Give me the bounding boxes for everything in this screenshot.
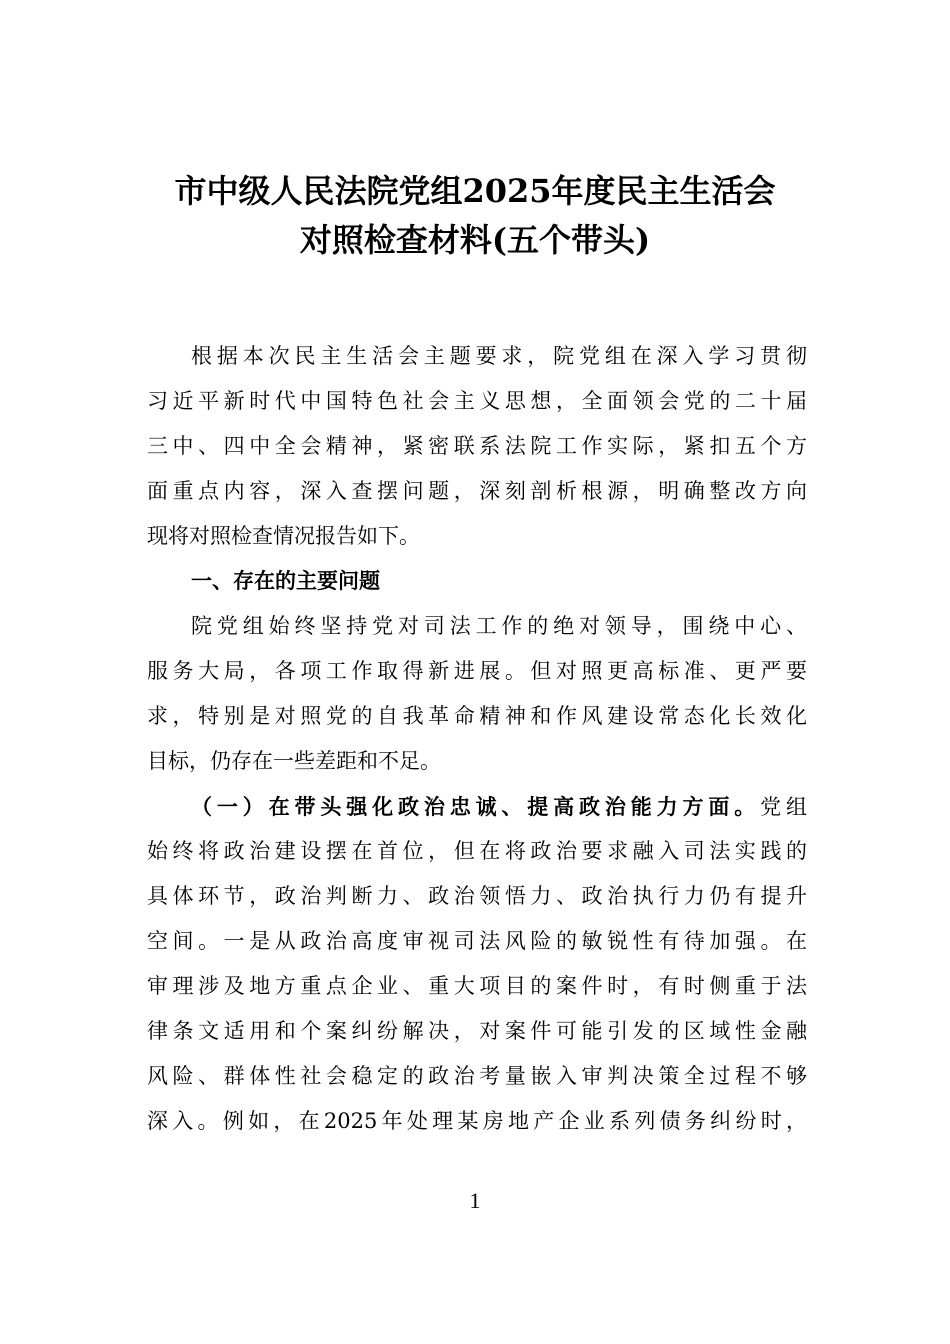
paragraph-text: 党组 [760,795,808,819]
paragraph-line: 求，特别是对照党的自我革命精神和作风建设常态化长效化 [147,704,807,728]
paragraph-line: 具体环节，政治判断力、政治领悟力、政治执行力仍有提升 [147,884,807,908]
paragraph-line: 面重点内容，深入查摆问题，深刻剖析根源，明确整改方向 [147,479,807,503]
paragraph-line: 三中、四中全会精神，紧密联系法院工作实际，紧扣五个方 [147,434,807,458]
paragraph-line: 律条文适用和个案纠纷解决，对案件可能引发的区域性金融 [147,1019,807,1043]
paragraph-line: 院党组始终坚持党对司法工作的绝对领导，围绕中心、 [191,614,807,638]
paragraph-line: 服务大局，各项工作取得新进展。但对照更高标准、更严要 [147,659,807,683]
document-title-line-1: 市中级人民法院党组2025年度民主生活会 [174,172,776,210]
paragraph-line: 根据本次民主生活会主题要求，院党组在深入学习贯彻 [191,344,807,368]
page-number: 1 [469,1188,481,1213]
paragraph-line: 现将对照检查情况报告如下。 [147,524,420,548]
document-title-line-2: 对照检查材料(五个带头) [299,221,651,259]
subsection-lead: （一）在带头强化政治忠诚、提高政治能力方面。 [191,794,761,819]
paragraph-line: 风险、群体性社会稳定的政治考量嵌入审判决策全过程不够 [147,1064,807,1088]
paragraph-line: 审理涉及地方重点企业、重大项目的案件时，有时侧重于法 [147,974,807,998]
paragraph-line: 始终将政治建设摆在首位，但在将政治要求融入司法实践的 [147,839,807,863]
paragraph-line: 空间。一是从政治高度审视司法风险的敏锐性有待加强。在 [147,929,807,953]
paragraph-line: 习近平新时代中国特色社会主义思想，全面领会党的二十届 [147,389,807,413]
paragraph-line: 深入。例如，在2025年处理某房地产企业系列债务纠纷时， [147,1109,807,1133]
section-heading: 一、存在的主要问题 [191,569,380,593]
paragraph-line: 目标，仍存在一些差距和不足。 [147,749,441,773]
paragraph-line [147,784,807,829]
document-body [147,334,807,1144]
